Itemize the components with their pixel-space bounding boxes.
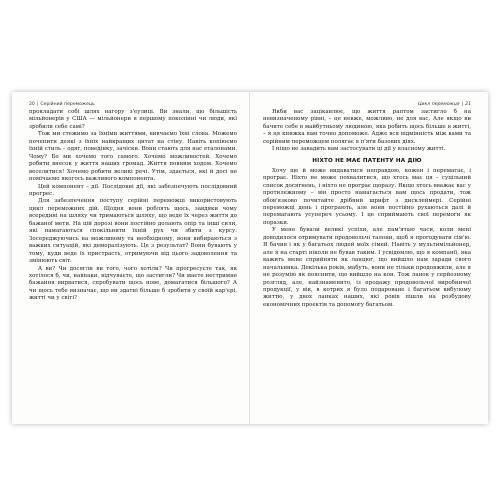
paragraph: А ви? Чи досягли ви того, чого хотіли? Чи прогресуєте так, як хотілося б, чи, навпаки, відчуваєте, що застигли? Чи маєте нестримне бажання вирватися, спробувати щось нове, домагатися більшого? А чи щось тебе визначає, що ви здатні більше б зробити у своїй кар'єрі, житті чи у світі? [29, 265, 237, 302]
paragraph: І ніщо не завадить вам застосувати ці дії у власному житті. [272, 146, 446, 153]
paragraph: Хочу ще й може видаватися неправдою, кожен і перемагає, і програє. Ніхто не може похвалитися, що хтось має ця – суцільний список досягнень, і ніхто не програє щоразу. Якщо хтось вважає вас у протилежному – він просто намагається вам щось продати, тож обов'язково почитайте дрібний шрифт з дисклеймері. Серійні переможці день і програють, але вони постійно рухаються далі й перемагають усупереч усьому. І це сприймають свої перемоги як поразки. [263, 167, 471, 226]
paragraph: У мене бували великі успіхи, але пам'ятаю часи, коли мені доводилося отримувати продовольчі талони, щоб я прогодувати сім'ю. Я бачив і як у багатьох людей моїх сімей. Навіть у мультимільйонер, але я на старті ніколи не бував таким. І усвідомлю, що я компанії, яка важить мене сприйняти як ланцюг, що вийшло нам заради свого начальника. Декілька років, мабуть, вони не тільки продовжили, але я не розумію як пояснити, що вийшло на кон. Тож ланок у серйозному розгляд, але, найзнаменито, із продажу продовольчої виробничої продукції, у вік, в котрих я було подароване і багатьом вибулому життю, у двох ланках наших, які ровів пішли на розбудову економічних проектів та допомогу багатьом. [263, 227, 471, 308]
paragraph: прокладати собі шлях нагору з'еулиці. Ви знали, що більшість мільйонерів у США — мільйонери в першому поколінні чи люди, які зробили себе самі? [29, 109, 237, 130]
right-running-head: Цикл переможця | 21 [417, 102, 471, 107]
section-heading: НІХТО НЕ МАЄ ПАТЕНТУ НА ДІЮ [312, 157, 422, 164]
right-page-text [263, 109, 471, 309]
left-page-text [29, 109, 237, 303]
right-page-number: 21 [465, 102, 471, 107]
paragraph: Цей компонент – дії. Послідовні дії, які забезпечують послідовний прогрес. [29, 183, 237, 197]
left-page [12, 92, 250, 424]
book-title: Серійний переможець [40, 102, 95, 107]
chapter-title: Цикл переможця [417, 102, 460, 107]
book-spread [12, 92, 488, 424]
paragraph: Тож ми стежимо за їхніми життями, вивчаємо їхні слова. Можемо почепити деякі з їхніх найкращих цитат на стіну. Навіть копіюємо їхній стиль – одяг, поведінку, зачіски. Вони стають для нас еталонами. Чому? Бо ми хочемо того самого. Хочемо можливостей. Хочемо робити внесок у життя наших громад. Життя повним ходом. Хочемо веселитися! Хочемо робити великі речі. Утім, здається, які й досі не помічаємо якогось важливого компонента. [29, 131, 237, 183]
right-page [250, 92, 488, 424]
left-running-head: 20 | Серійний переможець [29, 102, 95, 107]
paragraph: Для забезпечення поступу серійні переможці використовують цикл переможних дій. Щодня вони роблять щось, завдяки чому всередині на шляху чи тримаються шляху, що веде їх через життя до бажаної мети. На цій дорозі вони постійно долають опір та інші сили, які намагаються спокільнити їхній рух чи збити з курсу. Зосереджуючись на можливому та необхідному, вони вибираються з важких ситуацій, які деморалізують. Це з результат? Вони бувають у тому, куди веде їх пристрасть, отримуючи від цього задоволення та змінюють світ. [29, 198, 237, 265]
left-page-number: 20 [29, 102, 35, 107]
paragraph: Якби вас зацікавлює, що життя раптом застигло б на невизначеному рівні, – це невже, можливо, не для вас. Але якщо ви бачите себе в майбутньому людиною, яка робить щось більше в житті, – я ця книжка вам точно допоможе. Адже вся відмінність між вами та серійним переможцем полягає в п'яти базових діях. [263, 109, 471, 145]
